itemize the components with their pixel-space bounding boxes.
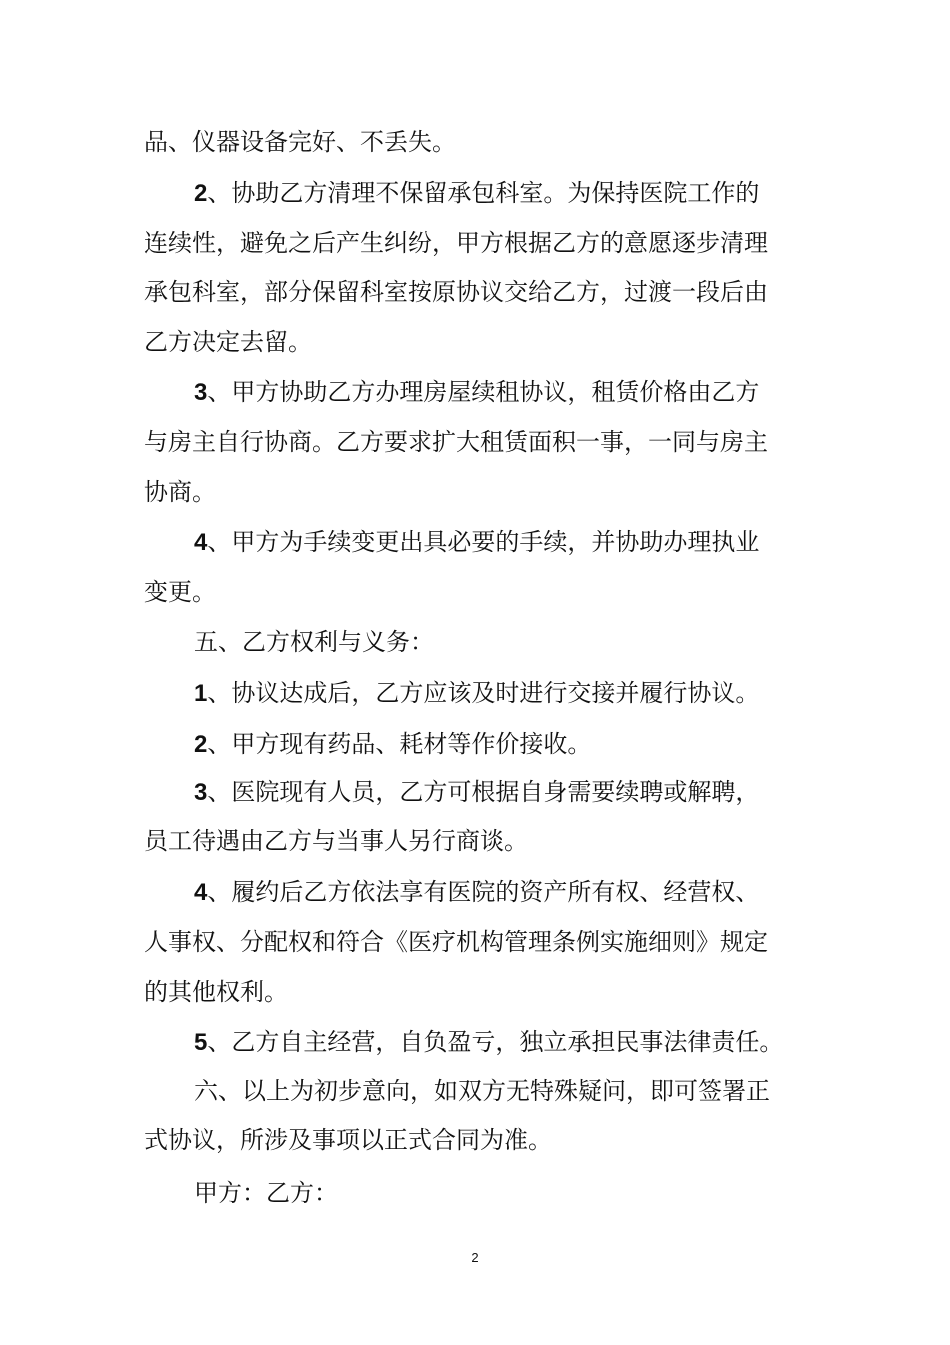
line-text: 六、以上为初步意向，如双方无特殊疑问，即可签署正: [194, 1077, 770, 1105]
line-text: 、乙方自主经营，自负盈亏，独立承担民事法律责任。: [207, 1028, 784, 1056]
paragraph-line: [194, 678, 759, 709]
paragraph-line: [194, 527, 759, 558]
line-text: 五、乙方权利与义务：: [194, 628, 434, 656]
paragraph-line: [144, 427, 768, 457]
item-number: 3: [194, 379, 208, 406]
paragraph-line: [144, 1125, 552, 1155]
line-text: 、协议达成后，乙方应该及时进行交接并履行协议。: [207, 679, 760, 707]
paragraph-line: [194, 877, 759, 908]
item-number: 2: [194, 731, 208, 758]
line-text: 、甲方现有药品、耗材等作价接收。: [207, 730, 592, 758]
paragraph-line: [144, 927, 768, 957]
item-number: 4: [194, 879, 208, 906]
line-text: 的其他权利。: [144, 978, 288, 1006]
paragraph-line: [194, 777, 759, 808]
line-text: 、医院现有人员，乙方可根据自身需要续聘或解聘，: [207, 778, 760, 806]
paragraph-line: [194, 178, 759, 209]
item-number: 4: [194, 529, 208, 556]
line-text: 、协助乙方清理不保留承包科室。为保持医院工作的: [207, 179, 760, 207]
line-text: 品、仪器设备完好、不丢失。: [144, 128, 456, 156]
paragraph-line: [144, 977, 288, 1007]
line-text: 员工待遇由乙方与当事人另行商谈。: [144, 827, 528, 855]
line-text: 、履约后乙方依法享有医院的资产所有权、经营权、: [207, 878, 760, 906]
line-text: 甲方：乙方：: [194, 1179, 338, 1207]
line-text: 人事权、分配权和符合《医疗机构管理条例实施细则》规定: [144, 928, 768, 956]
line-text: 连续性，避免之后产生纠纷，甲方根据乙方的意愿逐步清理: [144, 229, 768, 257]
line-text: 、甲方协助乙方办理房屋续租协议，租赁价格由乙方: [207, 378, 760, 406]
signature-line: [194, 1178, 338, 1208]
line-text: 变更。: [144, 578, 216, 606]
item-number: 5: [194, 1029, 208, 1056]
item-number: 1: [194, 680, 208, 707]
paragraph-line: [194, 377, 759, 408]
item-number: 2: [194, 180, 208, 207]
line-text: 协商。: [144, 478, 216, 506]
paragraph-line: [194, 729, 591, 760]
paragraph-line: [144, 127, 456, 157]
line-text: 式协议，所涉及事项以正式合同为准。: [144, 1126, 552, 1154]
paragraph-line: [144, 327, 312, 357]
paragraph-line: [144, 577, 216, 607]
paragraph-line: [144, 826, 528, 856]
line-text: 承包科室，部分保留科室按原协议交给乙方，过渡一段后由: [144, 278, 768, 306]
section-heading: [194, 1076, 770, 1106]
line-text: 与房主自行协商。乙方要求扩大租赁面积一事，一同与房主: [144, 428, 768, 456]
item-number: 3: [194, 779, 208, 806]
line-text: 乙方决定去留。: [144, 328, 312, 356]
page-number: 2: [471, 1250, 479, 1265]
section-heading: [194, 627, 434, 657]
paragraph-line: [144, 277, 768, 307]
paragraph-line: [144, 228, 768, 258]
paragraph-line: [194, 1027, 783, 1058]
line-text: 、甲方为手续变更出具必要的手续，并协助办理执业: [207, 528, 760, 556]
paragraph-line: [144, 477, 216, 507]
